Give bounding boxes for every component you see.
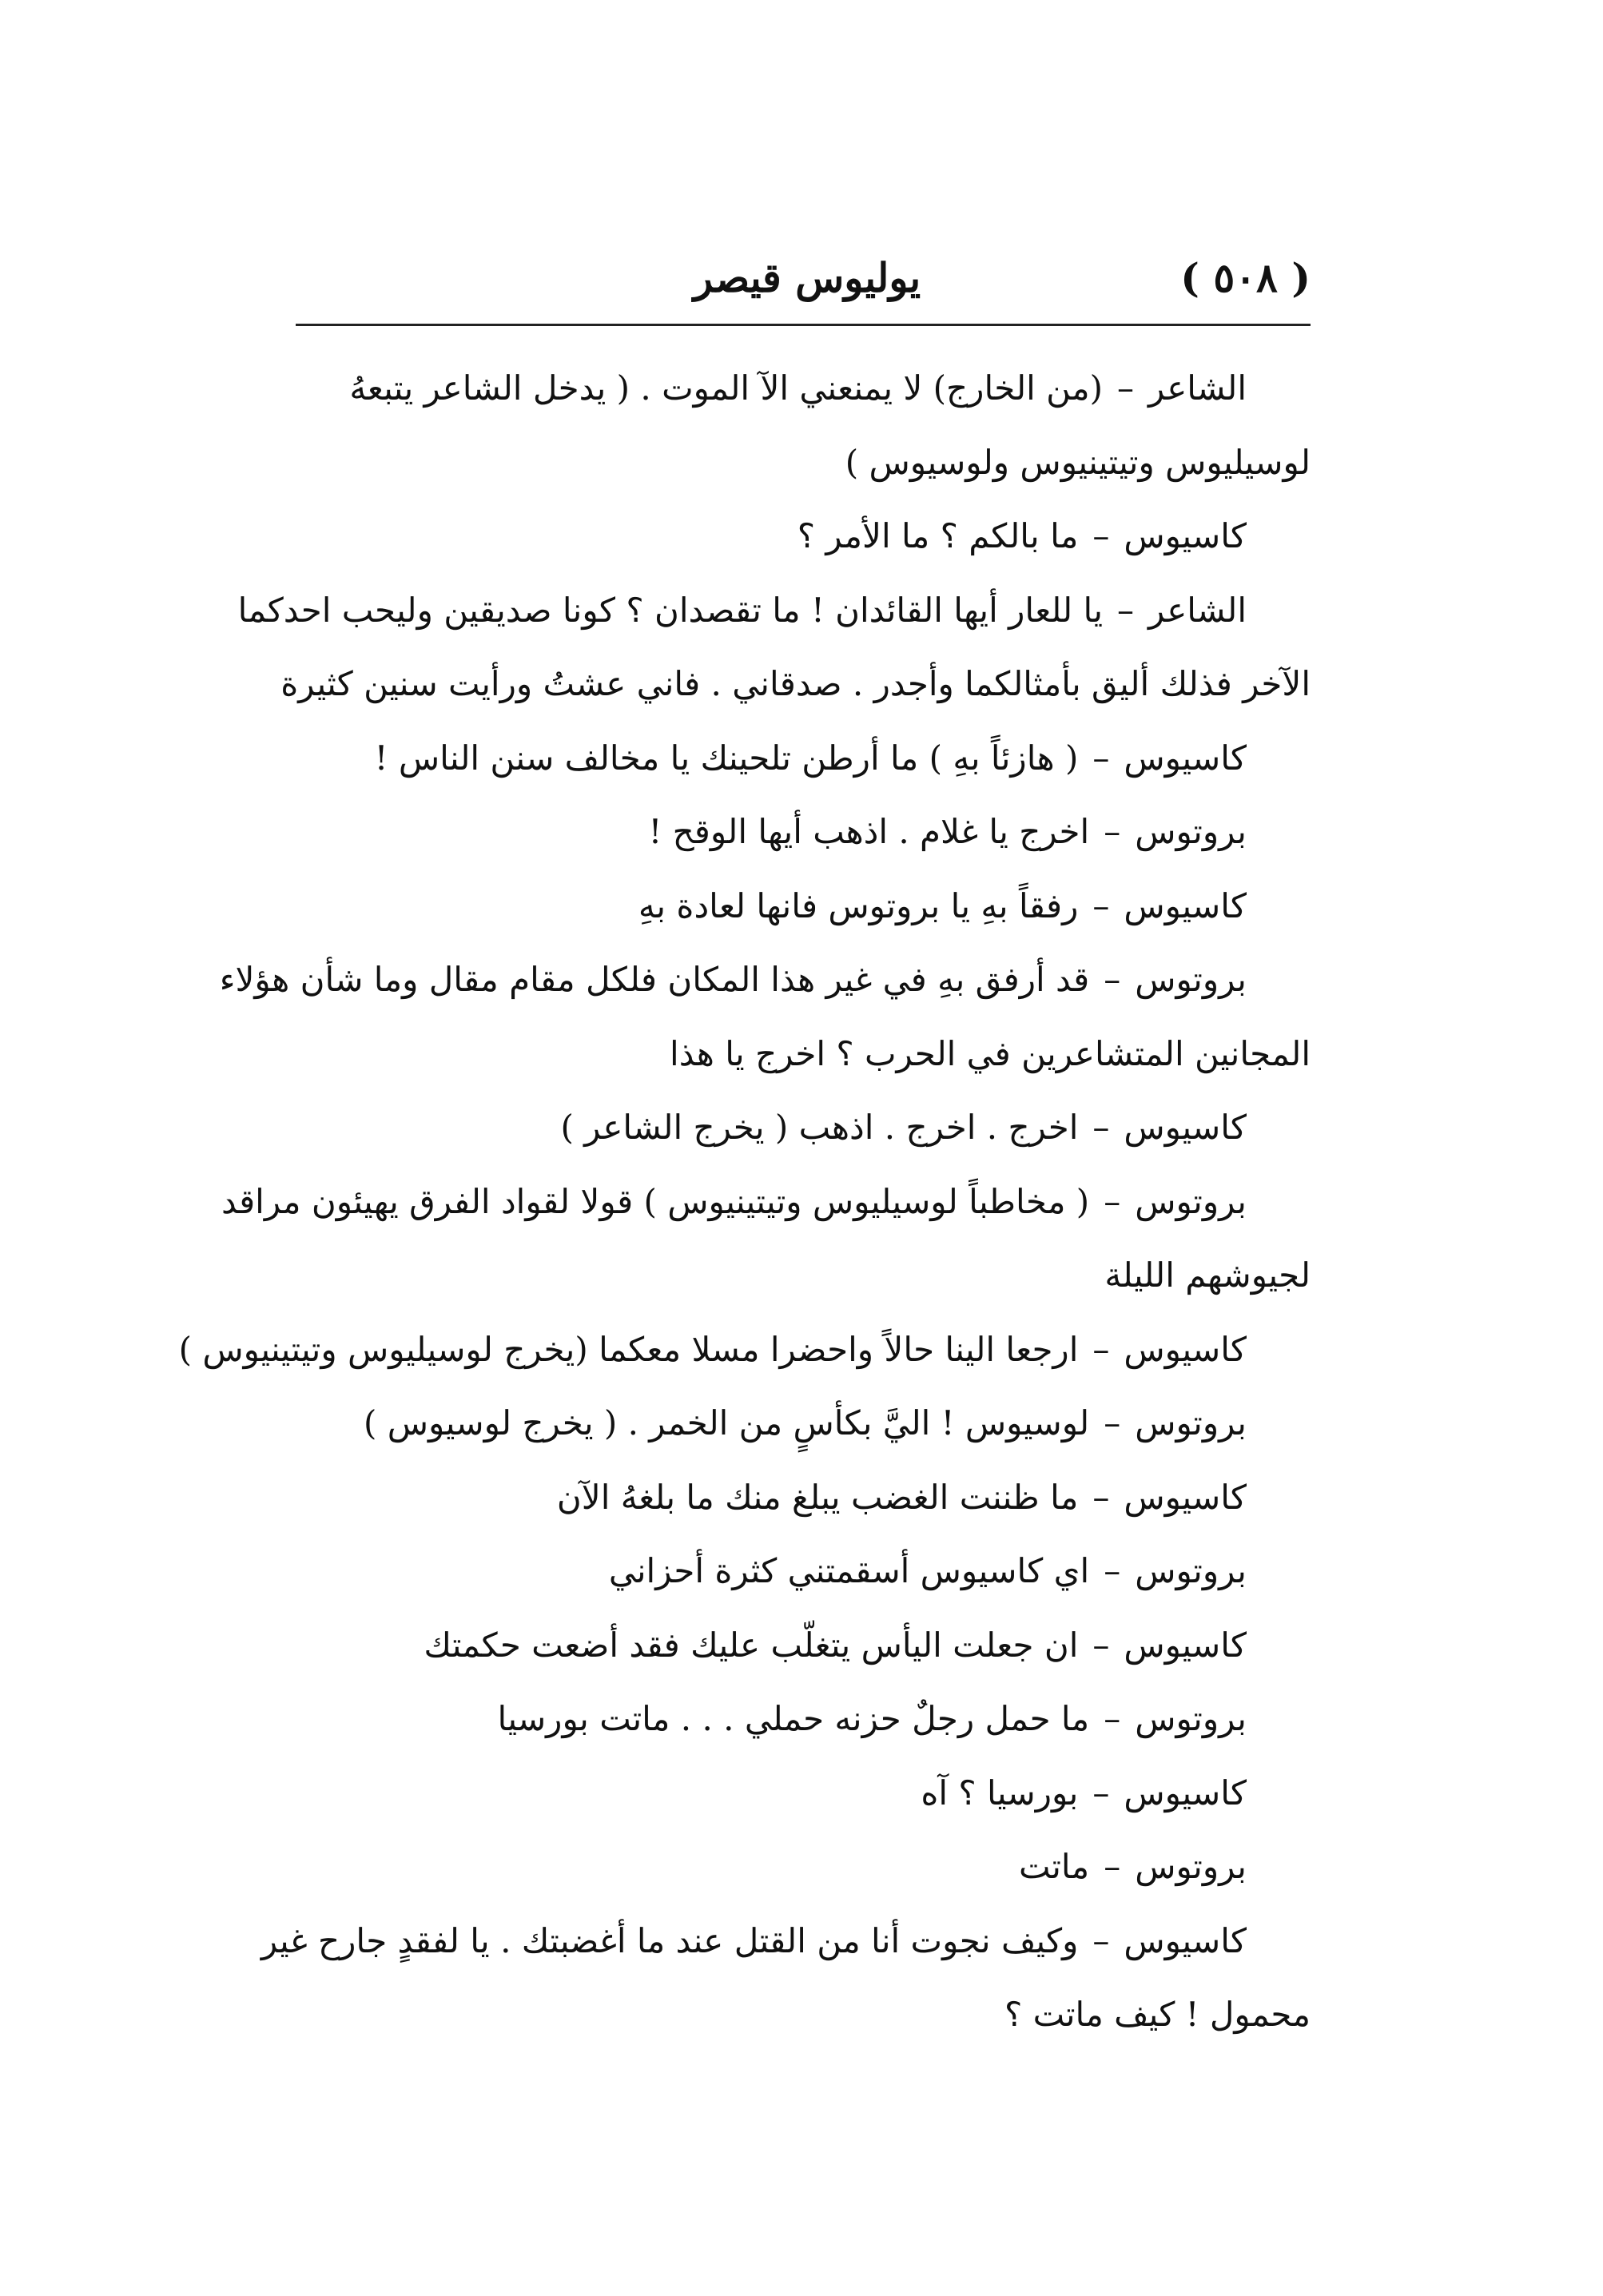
line-text: ما حمل رجلٌ حزنه حملي . . . ماتت بورسيا [497,1699,1090,1738]
speaker-name: كاسيوس [1124,1477,1247,1517]
dialogue-line [280,869,1311,944]
line-text: ( مخاطباً لوسيليوس وتيتينيوس ) قولا لقواد الفرق يهيئون مراقد [221,1181,1090,1221]
speaker-dash: – [1092,1108,1110,1147]
speaker-dash: – [1117,368,1135,408]
page-number: ( ٥٠٨ ) [1180,254,1311,301]
dialogue-line [280,647,1311,722]
speaker-name: بروتوس [1135,1181,1247,1221]
dialogue-line [280,722,1311,796]
header-rule [296,324,1311,326]
speaker-name: الشاعر [1148,368,1247,408]
dialogue-line [280,1830,1311,1904]
dialogue-line [178,1313,1311,1387]
speaker-name: كاسيوس [1124,1773,1247,1813]
speaker-dash: – [1092,738,1110,778]
line-text: ( هازئاً بهِ ) ما أرطن تلحينك يا مخالف سنن الناس ! [374,738,1079,778]
dialogue-line [280,1387,1311,1461]
line-text: قد أرفق بهِ في غير هذا المكان فلكل مقام مقال وما شأن هؤلاء [219,960,1090,999]
speaker-name: كاسيوس [1124,1625,1247,1665]
speaker-dash: – [1092,1329,1110,1369]
speaker-name: كاسيوس [1124,885,1247,925]
page-header [296,254,1311,310]
line-text: اي كاسيوس أسقمتني كثرة أحزاني [608,1551,1090,1590]
dialogue-line [280,426,1311,500]
dialogue-line [280,1682,1311,1757]
dialogue-line [237,574,1311,648]
speaker-name: بروتوس [1135,1699,1247,1738]
speaker-name: كاسيوس [1124,738,1247,778]
line-text: لجيوشهم الليلة [1104,1255,1311,1295]
line-text: لوسيليوس وتيتينيوس ولوسيوس ) [845,442,1311,482]
line-text: رفقاً بهِ يا بروتوس فانها لعادة بهِ [638,885,1079,925]
speaker-dash: – [1092,1477,1110,1517]
dialogue-line [280,1461,1311,1535]
line-text: وكيف نجوت أنا من القتل عند ما أغضبتك . يا لفقدٍ جارح غير [261,1920,1079,1960]
speaker-dash: – [1117,590,1135,630]
speaker-name: بروتوس [1135,960,1247,999]
line-text: المجانين المتشاعرين في الحرب ؟ اخرج يا هذا [670,1033,1311,1073]
dialogue-line [280,1978,1311,2052]
line-text: يا للعار أيها القائدان ! ما تقصدان ؟ كونا صديقين وليحب احدكما [237,590,1104,630]
line-text: الآخر فذلك أليق بأمثالكما وأجدر . صدقاني . فاني عشتُ ورأيت سنين كثيرة [280,664,1311,703]
speaker-name: بروتوس [1135,1403,1247,1442]
speaker-dash: – [1104,1551,1121,1590]
speaker-name: بروتوس [1135,812,1247,851]
speaker-dash: – [1104,1403,1121,1442]
speaker-name: كاسيوس [1124,1920,1247,1960]
speaker-name: كاسيوس [1124,1108,1247,1147]
speaker-name: بروتوس [1135,1551,1247,1590]
dialogue-line [280,1091,1311,1165]
line-text: محمول ! كيف ماتت ؟ [1004,1995,1311,2034]
dialogue-line [280,795,1311,869]
line-text: (من الخارج) لا يمنعني الآ الموت . ( يدخل الشاعر يتبعهُ [349,368,1104,408]
dialogue-line [280,1534,1311,1609]
speaker-dash: – [1092,516,1110,555]
line-text: بورسيا ؟ آه [921,1773,1079,1813]
dialogue-line [280,1757,1311,1831]
line-text: ما ظننت الغضب يبلغ منك ما بلغهُ الآن [556,1477,1079,1517]
speaker-dash: – [1104,960,1121,999]
line-text: ارجعا الينا حالاً واحضرا مسلا معكما (يخرج لوسيليوس وتيتينيوس ) [178,1329,1079,1369]
dialogue-line [280,1609,1311,1683]
speaker-dash: – [1104,1181,1121,1221]
line-text: اخرج يا غلام . اذهب أيها الوقح ! [648,812,1090,851]
dialogue-line [261,1904,1311,1979]
speaker-name: بروتوس [1135,1847,1247,1886]
speaker-dash: – [1092,885,1110,925]
speaker-dash: – [1104,812,1121,851]
speaker-name: كاسيوس [1124,516,1247,555]
speaker-name: الشاعر [1148,590,1247,630]
line-text: ما بالكم ؟ ما الأمر ؟ [797,516,1079,555]
speaker-dash: – [1092,1920,1110,1960]
speaker-dash: – [1104,1699,1121,1738]
line-text: لوسيوس ! اليَّ بكأسٍ من الخمر . ( يخرج لوسيوس ) [364,1403,1090,1442]
line-text: اخرج . اخرج . اذهب ( يخرج الشاعر ) [560,1108,1079,1147]
running-title: يوليوس قيصر [693,254,921,301]
dialogue-line [280,1239,1311,1313]
speaker-dash: – [1104,1847,1121,1886]
dialogue-body [178,352,1311,2052]
dialogue-line [280,499,1311,574]
speaker-dash: – [1092,1773,1110,1813]
speaker-dash: – [1092,1625,1110,1665]
speaker-name: كاسيوس [1124,1329,1247,1369]
dialogue-line [280,1017,1311,1092]
dialogue-line [280,352,1311,426]
line-text: ان جعلت اليأس يتغلّب عليك فقد أضعت حكمتك [424,1625,1079,1665]
line-text: ماتت [1018,1847,1090,1886]
dialogue-line [221,1165,1311,1240]
dialogue-line [219,943,1311,1017]
